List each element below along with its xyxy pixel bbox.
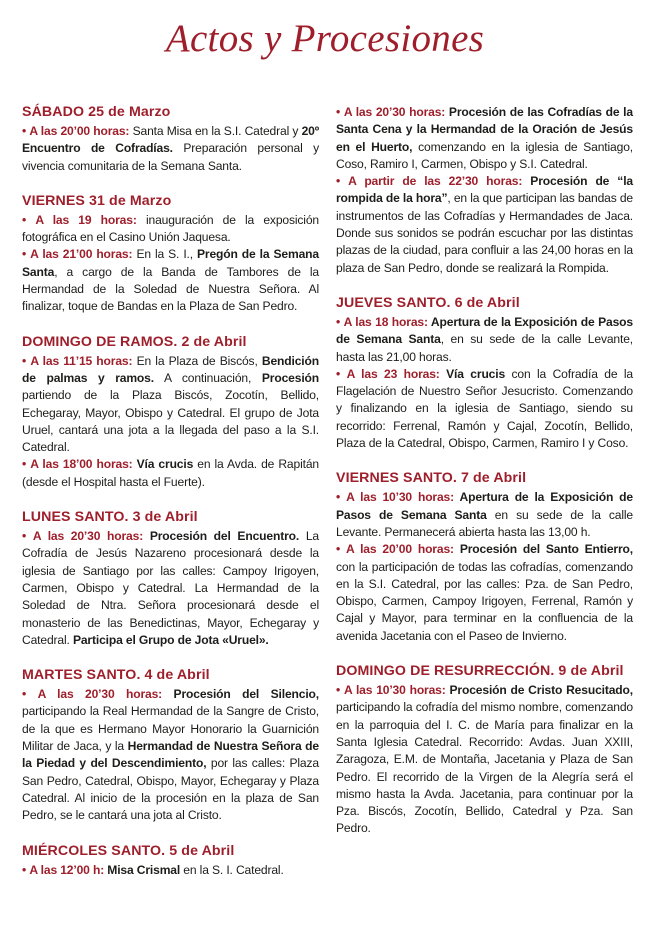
event-highlight: Procesión del Santo Entierro, [459,542,633,557]
event-entry [22,123,319,175]
bullet-icon: • [336,542,341,557]
day-heading: DOMINGO DE RAMOS. 2 de Abril [22,333,247,350]
bullet-icon: • [22,247,27,262]
day-heading: VIERNES SANTO. 7 de Abril [336,470,527,487]
day-heading: DOMINGO DE RESURRECCIÓN. 9 de Abril [336,663,624,680]
bullet-icon: • [22,124,27,138]
bullet-icon: • [22,212,27,227]
event-text: A continuación, [153,370,262,385]
event-entry [22,212,319,247]
event-text: , a cargo de la Banda de Tambores de la Hermandad de la Soledad de Nuestra Señora. Al finalizar, toque de Bandas en la Plaza de San Pedro. [22,264,319,314]
event-entry [22,686,319,824]
event-entry [22,528,319,649]
event-highlight: Procesión de las Cofradías de la Santa Cena y la Hermandad de la Oración de Jesús en el Huerto, [336,105,633,154]
day-section [336,663,633,838]
event-time: A las 20’00 horas: [29,124,133,138]
event-text: con la participación de todas las cofradías, comenzando en la S.I. Catedral, por las calles: Pza. de San Pedro, Obispo, Carmen, Campoy Irigoyen, Ferrenal, Ramón y Cajal y Mayor, para terminar en la confluencia de la avenida Jacetania con el Paseo de Invierno. [336,559,633,643]
event-entry [336,541,633,645]
event-text: , en su sede de la calle Levante, hasta las 21,00 horas. [336,332,634,364]
event-time: A las 11’15 horas: [30,353,137,368]
event-time: A partir de las 22’30 horas: [348,174,531,189]
event-text: La Cofradía de Jesús Nazareno procesionará desde la iglesia de Santiago por las calles: Campoy Irigoyen, Carmen, Obispo y Catedral. La Hermandad de la Soledad de Ntra. Señora procesionará desde el monasterio de las Benedictinas, Mayor, Echegaray y Catedral. [22,529,319,647]
event-text: por las calles: Plaza San Pedro, Catedral, Obispo, Mayor, Echegaray y Plaza Catedral. Al inicio de la procesión en la plaza de San Pedro, se le cantará una jota al Cristo. [22,756,319,823]
event-highlight: Procesión del Silencio, [173,687,319,702]
event-text: inauguración de la exposición fotográfica en el Casino Unión Jaquesa. [22,212,319,245]
event-text: en la Avda. de Rapitán (desde el Hospital hasta el Fuerte). [22,457,319,489]
event-time: A las 10’30 horas: [343,683,450,698]
event-text: participando la Real Hermandad de la Sangre de Cristo, de la que es Hermano Mayor Honorario la Guarnición Militar de Jaca, y la [22,704,319,754]
event-highlight: Procesión de Cristo Resucitado, [449,683,633,698]
event-text: partiendo de la Plaza Biscós, Zocotín, Bellido, Echegaray, Mayor, Obispo y Catedral. El grupo de Jota Uruel, cantará una jota a la llegada del paso a la S.I. Catedral. [22,388,319,455]
day-heading: MARTES SANTO. 4 de Abril [22,667,210,684]
event-time: A las 10’30 horas: [346,490,460,505]
event-entry [336,104,633,173]
day-section [336,470,633,645]
event-time: A las 20’00 horas: [346,542,460,557]
event-highlight: Procesión de “la rompida de la hora” [336,174,633,206]
event-text: con la Cofradía de la Flagelación de Nuestro Señor Jesucristo. Comenzando y finalizando en la iglesia de Santiago, siendo su recorrido: Ferrenal, Ramón y Cajal, Zocotín, Bellido, Plaza de la Catedral, Obispo, Carmen, Ramiro I y Coso. [336,366,633,451]
bullet-icon: • [336,314,341,329]
event-text: participando la cofradía del mismo nombre, comenzando en la parroquia del I. C. de María para finalizar en la Santa Iglesia Catedral. Recorrido: Avdas. Juan XXIII, Zaragoza, E.M. de Montaña, Jacetania y Plaza de San Pedro. El recorrido de la Virgen de la Alegría será el mismo hasta la Avda. Jacetania, para continuar por la Pza. Biscós, Zocotín, Bellido, Catedral y Pza. San Pedro. [336,700,633,836]
day-section [336,104,633,277]
event-entry [336,173,633,277]
event-highlight: Bendición de palmas y ramos. [22,353,319,385]
event-entry [336,489,633,541]
day-heading: LUNES SANTO. 3 de Abril [22,509,198,526]
event-highlight: Hermandad de Nuestra Señora de la Piedad y del Descendimiento, [22,739,319,771]
day-section [22,334,319,491]
bullet-icon: • [22,353,27,368]
event-text: Preparación personal y vivencia comunitaria de la Semana Santa. [22,141,320,173]
day-section [22,104,319,175]
event-entry [336,314,633,366]
bullet-icon: • [22,687,27,702]
event-time: A las 20’30 horas: [32,529,150,544]
event-time: A las 18’00 horas: [30,457,137,472]
event-time: A las 20’30 horas: [37,687,174,702]
event-time: A las 20’30 horas: [343,105,449,119]
right-column [336,104,633,856]
day-heading: MIÉRCOLES SANTO. 5 de Abril [22,842,235,859]
bullet-icon: • [336,366,341,381]
event-entry [336,682,633,838]
event-text: en su sede de la calle Levante. Permanecerá abierta hasta las 13,00 h. [336,507,633,539]
left-column [22,104,319,897]
event-highlight: Participa el Grupo de Jota «Uruel». [72,632,269,647]
day-section [336,295,633,452]
day-section [22,193,319,316]
event-highlight: Apertura de la Exposición de Pasos de Semana Santa [336,314,633,347]
event-highlight: Vía crucis [136,457,194,472]
event-text: en la S. I. Catedral. [180,862,284,877]
event-time: A las 23 horas: [346,366,447,381]
event-entry [22,456,319,491]
day-heading: SÁBADO 25 de Marzo [22,104,171,120]
bullet-icon: • [336,105,341,119]
event-time: A las 19 horas: [35,212,146,227]
event-highlight: 20º Encuentro de Cofradías. [22,124,319,156]
event-text: Santa Misa en la S.I. Catedral y [132,124,302,138]
event-highlight: Vía crucis [446,366,506,381]
bullet-icon: • [22,862,27,877]
event-entry [336,366,633,452]
day-heading: JUEVES SANTO. 6 de Abril [336,294,520,311]
bullet-icon: • [336,490,341,505]
event-highlight: Procesión [261,370,319,385]
bullet-icon: • [336,174,341,189]
bullet-icon: • [22,529,27,544]
event-time: A las 12’00 h: [29,862,108,877]
event-time: A las 18 horas: [343,314,431,329]
day-section [22,843,319,879]
event-highlight: Procesión del Encuentro. [149,529,300,544]
event-highlight: Apertura de la Exposición de Pasos de Semana Santa [336,490,633,522]
event-text: En la S. I., [136,247,197,262]
event-time: A las 21’00 horas: [30,247,137,262]
event-entry [22,246,319,315]
event-highlight: Pregón de la Semana Santa [22,247,319,279]
event-text: , en la que participan las bandas de instrumentos de las Cofradías y Hermandades de Jaca. Donde sus sonidos se podrán escuchar por las distintas plazas de la ciudad, para confluir a las 24,00 horas en la plaza de San Pedro, donde se realizará la Rompida. [336,191,633,275]
day-section [22,509,319,649]
day-heading: VIERNES 31 de Marzo [22,192,172,209]
event-highlight: Misa Crismal [107,862,181,877]
event-entry [22,862,319,879]
bullet-icon: • [336,683,341,698]
event-text: En la Plaza de Biscós, [136,353,262,368]
event-text: comenzando en la iglesia de Santiago, Coso, Ramiro I, Carmen, Obispo y S.I. Catedral. [336,139,633,171]
page-title: Actos y Procesiones [165,17,485,60]
event-entry [22,353,319,457]
day-section [22,667,319,824]
bullet-icon: • [22,457,27,472]
